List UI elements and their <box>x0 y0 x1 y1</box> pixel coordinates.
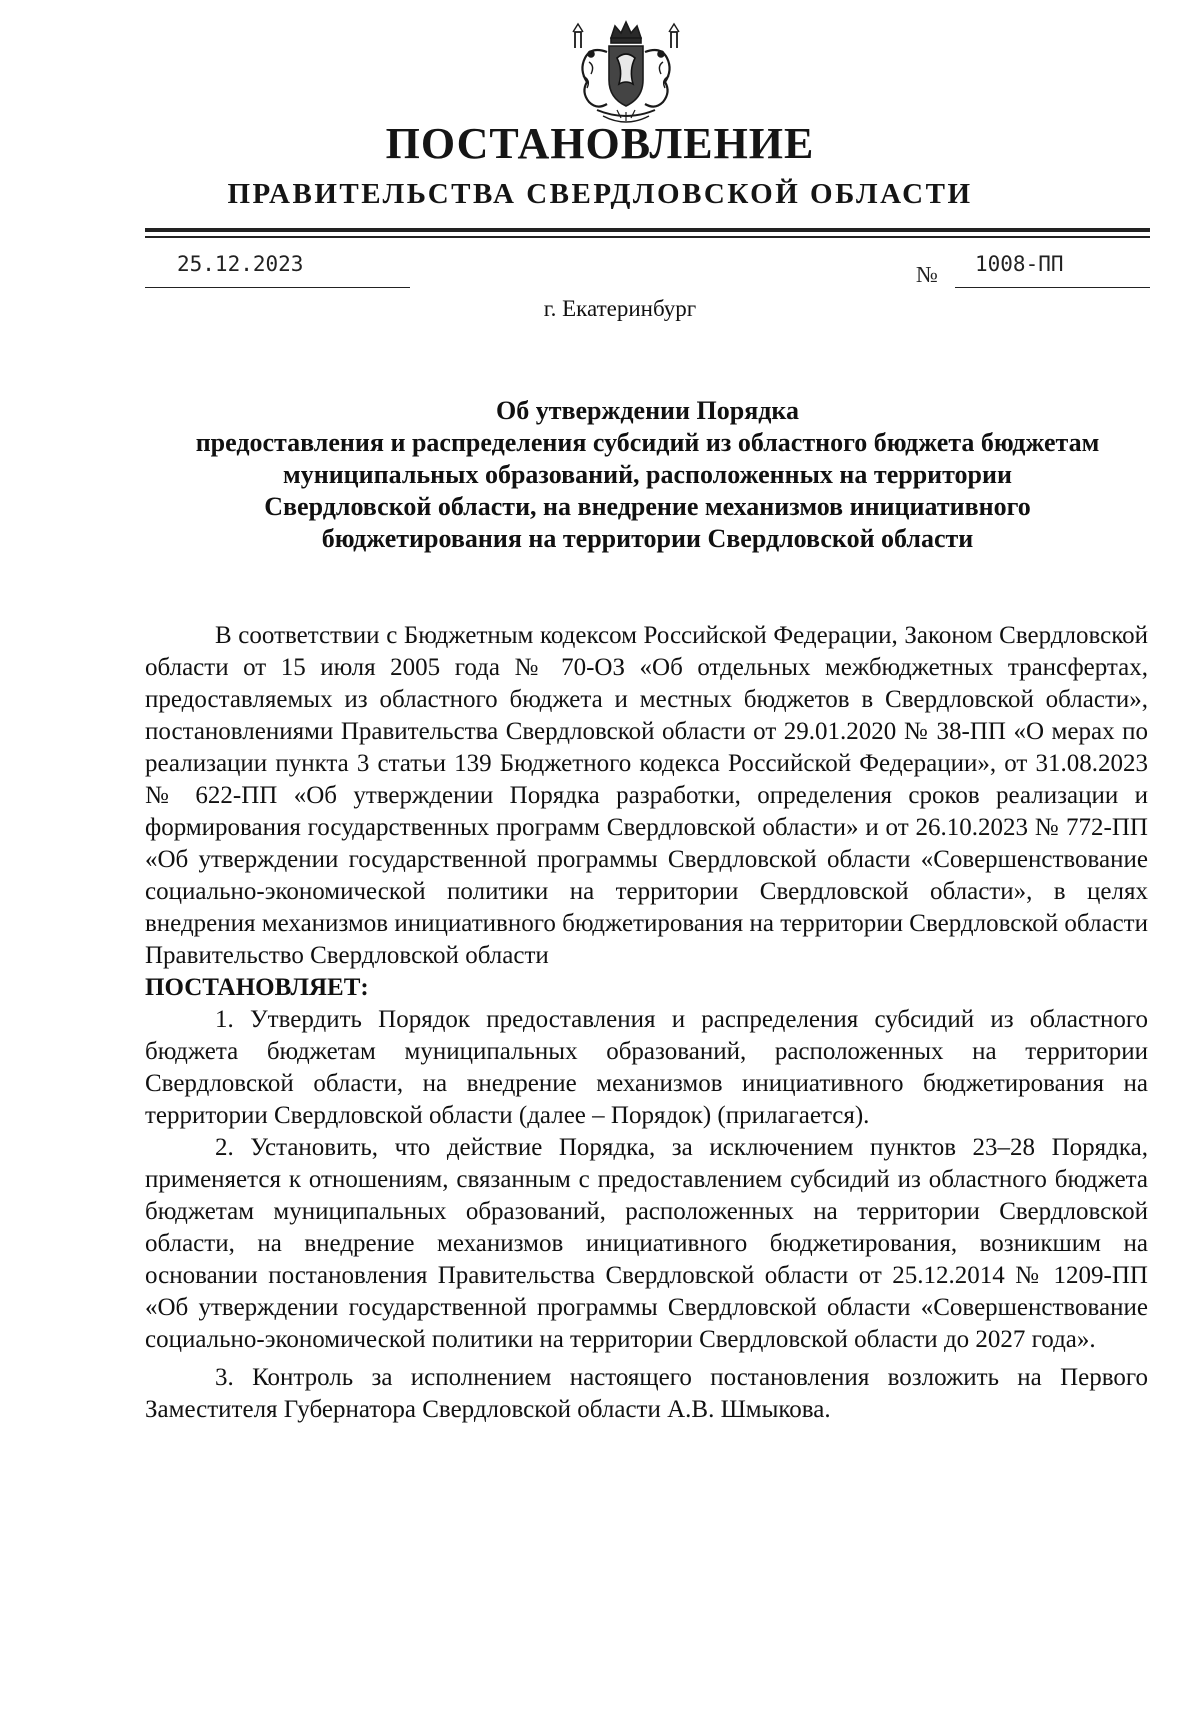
resolves-heading: ПОСТАНОВЛЯЕТ: <box>145 974 369 1001</box>
header-divider-thick <box>145 228 1150 232</box>
issuer-heading: ПРАВИТЕЛЬСТВА СВЕРДЛОВСКОЙ ОБЛАСТИ <box>227 178 973 210</box>
title-line: бюджетирования на территории Свердловской области <box>321 524 974 553</box>
document-body <box>145 620 1148 1426</box>
title-line: предоставления и распределения субсидий из областного бюджета бюджетам <box>195 428 1100 457</box>
document-number: 1008-ПП <box>975 252 1064 276</box>
resolution-item: 2. Установить, что действие Порядка, за исключением пунктов 23–28 Порядка, применяется к отношениям, связанным с предоставлением субсидий из областного бюджета бюджетам муниципальных образований, расположенных на территории Свердловской области, на внедрение механизмов инициативного бюджетирования, возникшим на основании постановления Правительства Свердловской области от 25.12.2014 № 1209-ПП «Об утверждении государственной программы Свердловской области «Совершенствование социально-экономической политики на территории Свердловской области до 2027 года». <box>145 1134 1148 1353</box>
document-title <box>145 395 1150 555</box>
header-divider-thin <box>145 236 1150 238</box>
document-date: 25.12.2023 <box>177 252 304 276</box>
resolution-item: 1. Утвердить Порядок предоставления и распределения субсидий из областного бюджета бюджетам муниципальных образований, расположенных на территории Свердловской области, на внедрение механизмов инициативного бюджетирования на территории Свердловской области (далее – Порядок) (прилагается). <box>145 1006 1148 1129</box>
preamble-paragraph: В соответствии с Бюджетным кодексом Российской Федерации, Законом Свердловской области от 15 июля 2005 года № 70-ОЗ «Об отдельных межбюджетных трансфертах, предоставляемых из областного бюджета и местных бюджетов в Свердловской области», постановлениями Правительства Свердловской области от 29.01.2020 № 38-ПП «О мерах по реализации пункта 3 статьи 139 Бюджетного кодекса Российской Федерации», от 31.08.2023 № 622-ПП «Об утверждении Порядка разработки, определения сроков реализации и формирования государственных программ Свердловской области» и от 26.10.2023 № 772-ПП «Об утверждении государственной программы Свердловской области «Совершенствование социально-экономической политики на территории Свердловской области», в целях внедрения механизмов инициативного бюджетирования на территории Свердловской области <box>145 622 1148 937</box>
preamble-subject: Правительство Свердловской области <box>145 942 549 969</box>
title-line: Свердловской области, на внедрение механизмов инициативного <box>264 492 1031 521</box>
title-line: муниципальных образований, расположенных на территории <box>283 460 1012 489</box>
resolution-item: 3. Контроль за исполнением настоящего постановления возложить на Первого Заместителя Губернатора Свердловской области А.В. Шмыкова. <box>145 1364 1148 1423</box>
number-field <box>955 252 1150 288</box>
city-line: г. Екатеринбург <box>543 296 697 321</box>
title-line: Об утверждении Порядка <box>495 396 799 425</box>
coat-of-arms-icon <box>567 18 685 128</box>
document-type-heading: ПОСТАНОВЛЕНИЕ <box>385 119 815 168</box>
date-field <box>145 252 410 288</box>
number-sign: № <box>916 262 938 287</box>
